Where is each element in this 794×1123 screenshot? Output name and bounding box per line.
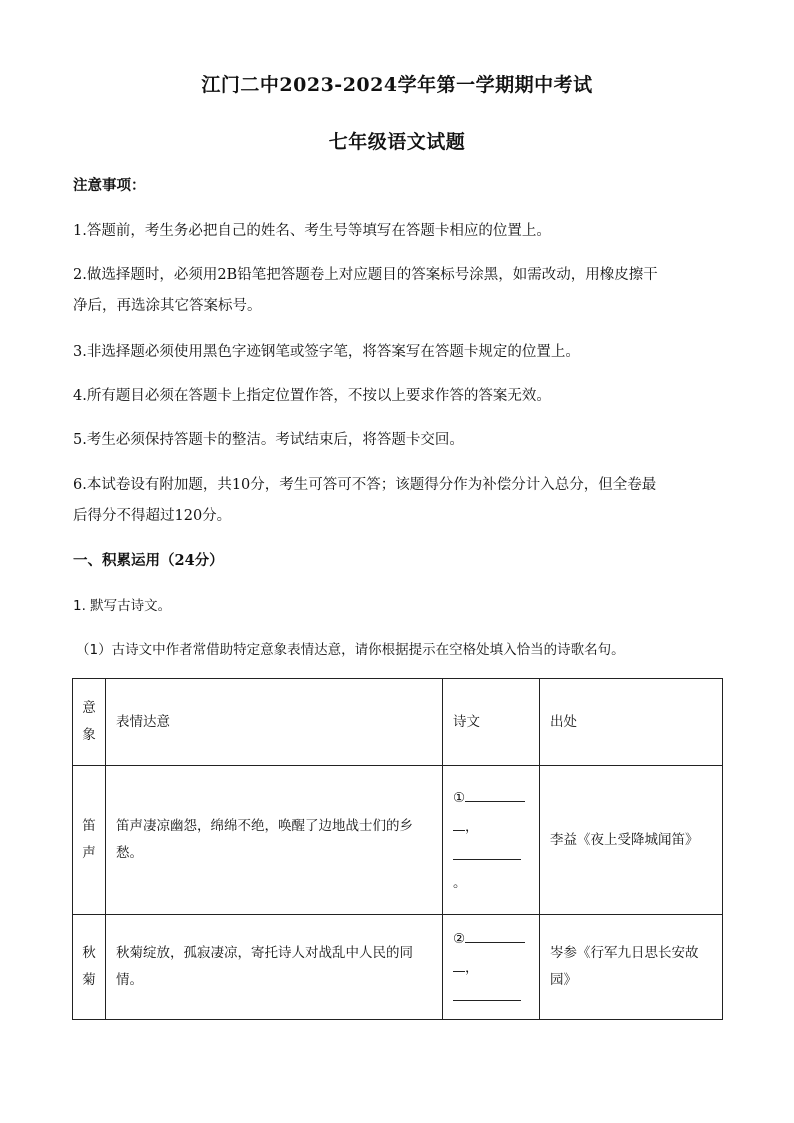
- notice-item-1: 1.答题前，考生务必把自己的姓名、考生号等填写在答题卡相应的位置上。: [73, 223, 551, 239]
- source-cell: 李益《夜上受降城闻笛》: [540, 766, 723, 915]
- table-row: [73, 766, 723, 915]
- meaning-cell: 笛声凄凉幽怨，绵绵不绝，唤醒了边地战士们的乡愁。: [106, 766, 443, 915]
- header-image-cell: [73, 679, 106, 766]
- header-meaning: 表情达意: [106, 679, 443, 766]
- answer-blank[interactable]: [465, 783, 525, 802]
- question-1: 1. 默写古诗文。: [73, 598, 172, 614]
- header-source: 出处: [540, 679, 723, 766]
- section-heading: 一、积累运用（24分）: [73, 552, 224, 569]
- meaning-cell: 秋菊绽放，孤寂凄凉，寄托诗人对战乱中人民的同情。: [106, 915, 443, 1020]
- image-char: 声: [82, 845, 96, 861]
- notice-item-4: 4.所有题目必须在答题卡上指定位置作答，不按以上要求作答的答案无效。: [73, 388, 551, 404]
- answer-blank[interactable]: [453, 953, 465, 972]
- header-image-char: 意: [82, 700, 96, 716]
- exam-subtitle: 七年级语文试题: [328, 131, 466, 153]
- table-row: [73, 915, 723, 1020]
- notice-item-5: 5.考生必须保持答题卡的整洁。考试结束后，将答题卡交回。: [73, 432, 464, 448]
- blank-marker: ①: [453, 790, 466, 806]
- blank-separator: ，: [465, 819, 479, 835]
- notice-item-2: 2.做选择题时，必须用2B铅笔把答题卷上对应题目的答案标号涂黑，如需改动，用橡皮擦干: [73, 267, 658, 283]
- image-char: 菊: [82, 972, 96, 988]
- notice-heading: 注意事项：: [73, 177, 146, 194]
- notice-item-2-cont: 净后，再选涂其它答案标号。: [73, 298, 262, 314]
- blank-end: 。: [453, 875, 467, 891]
- header-image-char: 象: [82, 727, 96, 743]
- answer-blank[interactable]: [465, 924, 525, 943]
- notice-item-3: 3.非选择题必须使用黑色字迹钢笔或签字笔，将答案写在答题卡规定的位置上。: [73, 344, 580, 360]
- image-char: 秋: [82, 945, 96, 961]
- image-cell: [73, 915, 106, 1020]
- poem-blank-cell[interactable]: [443, 766, 540, 915]
- source-cell: 岑参《行军九日思长安故园》: [540, 915, 723, 1020]
- notice-item-6: 6.本试卷设有附加题，共10分，考生可答可不答；该题得分作为补偿分计入总分，但全卷最: [73, 477, 657, 493]
- poetry-table: [72, 678, 723, 1020]
- table-header-row: [73, 679, 723, 766]
- answer-blank[interactable]: [453, 812, 465, 831]
- blank-marker: ②: [453, 930, 466, 947]
- header-poem: 诗文: [443, 679, 540, 766]
- image-char: 笛: [82, 818, 96, 834]
- poem-blank-cell[interactable]: [443, 915, 540, 1020]
- answer-blank[interactable]: [453, 982, 521, 1001]
- notice-item-6-cont: 后得分不得超过120分。: [73, 508, 232, 524]
- image-cell: [73, 766, 106, 915]
- blank-separator: ，: [465, 959, 479, 976]
- question-1-sub-1: （1）古诗文中作者常借助特定意象表情达意，请你根据提示在空格处填入恰当的诗歌名句。: [76, 642, 625, 658]
- exam-title: 江门二中2023-2024学年第一学期期中考试: [201, 74, 593, 96]
- answer-blank[interactable]: [453, 841, 521, 860]
